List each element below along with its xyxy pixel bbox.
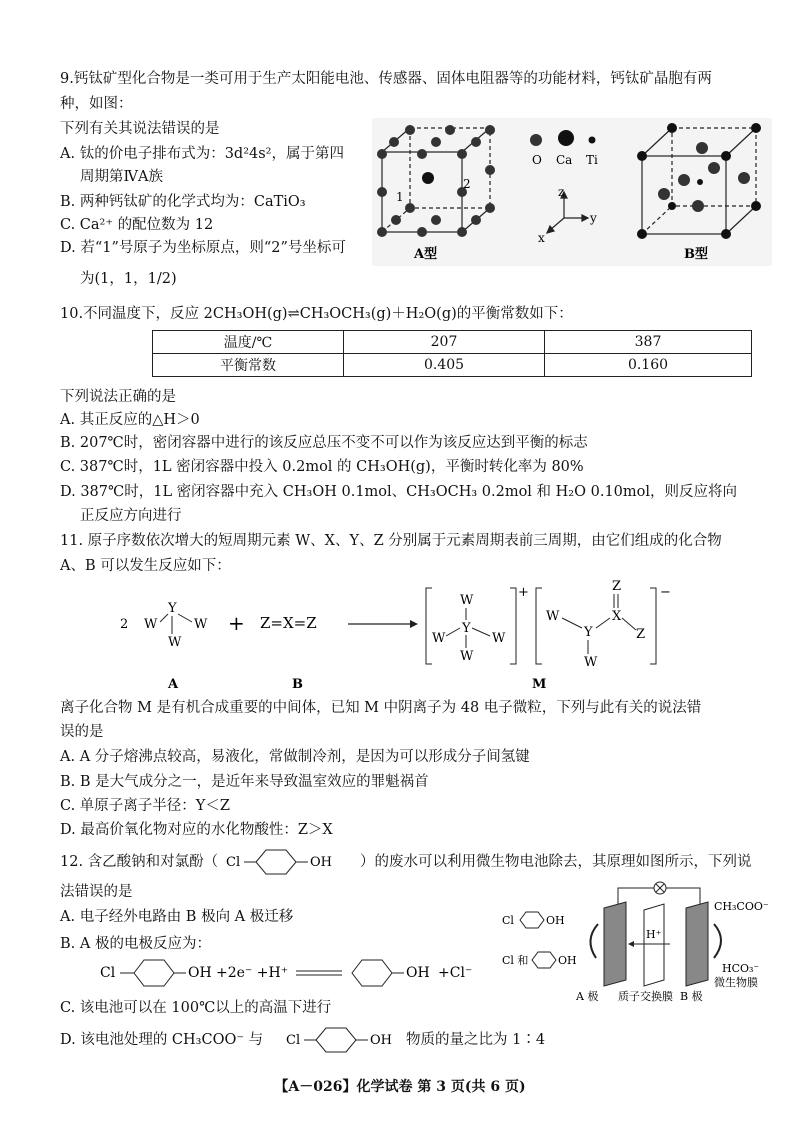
q12-option-a: A. 电子经外电路由 B 极向 A 极迁移 bbox=[60, 909, 294, 925]
oh-label: OH bbox=[188, 965, 212, 981]
q11-stem-line1: 11. 原子序数依次增大的短周期元素 W、X、Y、Z 分别属于元素周期表前三周期，由它们组成的化合物 bbox=[60, 533, 722, 549]
q10-option-b: B. 207℃时，密闭容器中进行的该反应总压不变不可以作为该反应达到平衡的标志 bbox=[60, 435, 588, 451]
oh-label: OH bbox=[406, 965, 430, 981]
q12-stem-line2: 法错误的是 bbox=[60, 884, 133, 900]
atom-x: X bbox=[612, 609, 622, 624]
arrow-head-icon bbox=[628, 941, 634, 947]
q12-option-b: B. A 极的电极反应为： bbox=[60, 936, 211, 952]
ti-atom-icon bbox=[589, 137, 596, 144]
q11-desc-line1: 离子化合物 M 是有机合成重要的中间体，已知 M 中阴离子为 48 电子微粒，下列与此有关的说法错 bbox=[60, 700, 702, 716]
bond bbox=[178, 614, 192, 622]
q9-option-d-cont: 为(1，1，1/2) bbox=[80, 271, 177, 287]
q11-option-d: D. 最高价氧化物对应的水化物酸性：Z＞X bbox=[60, 822, 333, 838]
q9-option-a: A. 钛的价电子排布式为：3d²4s²，属于第四 bbox=[60, 146, 344, 162]
label-a: A bbox=[168, 677, 179, 690]
atom-y: Y bbox=[462, 621, 471, 636]
bicarbonate-label: HCO₃⁻ bbox=[722, 962, 760, 975]
atom-w: W bbox=[460, 649, 474, 664]
oh-label: OH bbox=[546, 914, 565, 927]
atom-2-label: 2 bbox=[463, 177, 471, 191]
atom-1-label: 1 bbox=[396, 190, 404, 204]
oh-label: OH bbox=[370, 1033, 392, 1048]
bond bbox=[562, 618, 582, 628]
benzene-ring-icon bbox=[316, 1028, 356, 1052]
equation-reactants: +2e⁻ +H⁺ bbox=[216, 965, 289, 981]
atom-w: W bbox=[546, 609, 560, 624]
table-cell: 温度/℃ bbox=[153, 331, 344, 354]
q9-option-c: C. Ca²⁺ 的配位数为 12 bbox=[60, 217, 214, 233]
microbial-cell-figure bbox=[500, 880, 780, 1005]
arrow-head-icon bbox=[410, 620, 418, 628]
q12-stem-end: ）的废水可以利用微生物电池除去，其原理如图所示，下列说 bbox=[360, 854, 752, 870]
acetate-label: CH₃COO⁻ bbox=[714, 900, 769, 913]
label-b: B bbox=[292, 677, 303, 690]
bond bbox=[596, 618, 610, 628]
electrode-a bbox=[604, 902, 626, 986]
ca-atom-icon bbox=[558, 130, 574, 146]
atom-z: Z bbox=[636, 627, 646, 642]
microbial-film-label: 微生物膜 bbox=[714, 976, 758, 989]
pole-a-label: A 极 bbox=[576, 990, 599, 1003]
chlorophenol-structure bbox=[226, 848, 356, 876]
compound-b-formula: Z=X=Z bbox=[260, 614, 317, 632]
q11-option-c: C. 单原子离子半径：Y＜Z bbox=[60, 798, 230, 814]
table-cell: 0.160 bbox=[545, 354, 752, 377]
atom-w: W bbox=[168, 635, 182, 650]
benzene-ring-icon bbox=[532, 952, 556, 968]
table-cell: 207 bbox=[344, 331, 545, 354]
atom-w: W bbox=[144, 617, 158, 632]
electrode-b bbox=[686, 902, 708, 986]
q10-option-d-cont: 正反应方向进行 bbox=[80, 508, 182, 524]
axis-x: x bbox=[538, 231, 545, 245]
proton-exchange-membrane bbox=[644, 904, 664, 986]
bond bbox=[160, 614, 168, 622]
q11-option-b: B. B 是大气成分之一，是近年来导致温室效应的罪魁祸首 bbox=[60, 774, 429, 790]
axis-y: y bbox=[590, 211, 597, 225]
equation-products: +Cl⁻ bbox=[438, 965, 473, 981]
q11-stem-line2: A、B 可以发生反应如下： bbox=[60, 558, 231, 574]
curved-arrow-icon bbox=[714, 924, 721, 958]
q11-option-a: A. A 分子熔沸点较高，易液化，常做制冷剂，是因为可以形成分子间氢键 bbox=[60, 749, 530, 765]
perovskite-figure bbox=[372, 118, 772, 266]
q10-option-a: A. 其正反应的△H＞0 bbox=[60, 412, 200, 428]
h-plus-label: H⁺ bbox=[646, 928, 662, 941]
chlorophenol-structure bbox=[286, 1026, 404, 1054]
plus-sign: + bbox=[228, 611, 245, 635]
oh-label: OH bbox=[558, 954, 577, 967]
coef-2: 2 bbox=[120, 617, 129, 632]
atom-z: Z bbox=[612, 580, 622, 594]
q12-option-c: C. 该电池可以在 100℃以上的高温下进行 bbox=[60, 1000, 332, 1016]
table-cell: 平衡常数 bbox=[153, 354, 344, 377]
q12-option-d-end: 物质的量之比为 1∶4 bbox=[406, 1032, 546, 1048]
table-cell: 0.405 bbox=[344, 354, 545, 377]
page-footer: 【A－026】化学试卷 第 3 页(共 6 页) bbox=[274, 1079, 526, 1095]
atom-w: W bbox=[492, 631, 506, 646]
atom-w: W bbox=[194, 617, 208, 632]
electrode-equation bbox=[100, 956, 500, 990]
q9-option-b: B. 两种钙钛矿的化学式均为：CaTiO₃ bbox=[60, 194, 306, 210]
benzene-ring-icon bbox=[134, 960, 174, 986]
membrane-label: 质子交换膜 bbox=[618, 990, 673, 1003]
charge-plus: + bbox=[518, 585, 529, 600]
q9-question: 下列有关其说法错误的是 bbox=[60, 121, 220, 137]
curved-arrow-icon bbox=[590, 924, 598, 958]
benzene-ring-icon bbox=[352, 960, 392, 986]
atom-w: W bbox=[432, 631, 446, 646]
atom-w: W bbox=[460, 593, 474, 608]
legend-o: O bbox=[532, 153, 542, 167]
cl-label: Cl bbox=[502, 914, 514, 927]
atom-y: Y bbox=[584, 625, 593, 640]
bracket-anion bbox=[536, 588, 656, 664]
benzene-ring-icon bbox=[520, 912, 544, 928]
q11-desc-line2: 误的是 bbox=[60, 724, 104, 740]
bond bbox=[472, 628, 490, 636]
benzene-ring-icon bbox=[256, 850, 296, 874]
bond bbox=[446, 628, 460, 636]
atom-w: W bbox=[584, 655, 598, 670]
q12-stem-start: 12. 含乙酸钠和对氯酚（ bbox=[60, 854, 219, 870]
o-atom-icon bbox=[530, 134, 542, 146]
pole-b-label: B 极 bbox=[680, 990, 703, 1003]
cl-label: Cl bbox=[100, 965, 116, 981]
q9-option-a-cont: 周期第ⅣA族 bbox=[80, 169, 163, 185]
table-row bbox=[153, 354, 752, 377]
q10-question: 下列说法正确的是 bbox=[60, 389, 176, 405]
cl-and-label: Cl 和 bbox=[502, 954, 529, 967]
type-b-label: B型 bbox=[684, 247, 708, 262]
atom-y: Y bbox=[168, 601, 177, 616]
q10-option-c: C. 387℃时，1L 密闭容器中投入 0.2mol 的 CH₃OH(g)，平衡时转化率为 80% bbox=[60, 459, 584, 475]
q10-stem: 10.不同温度下，反应 2CH₃OH(g)⇌CH₃OCH₃(g)＋H₂O(g)的平衡常数如下： bbox=[60, 306, 573, 322]
oh-label: OH bbox=[310, 855, 332, 870]
charge-minus: − bbox=[660, 585, 671, 600]
type-a-label: A型 bbox=[414, 247, 438, 262]
reaction-figure bbox=[110, 580, 690, 690]
q9-stem-line1: 9.钙钛矿型化合物是一类可用于生产太阳能电池、传感器、固体电阻器等的功能材料，钙钛矿晶胞有两 bbox=[60, 71, 712, 87]
q9-option-d: D. 若“1”号原子为坐标原点，则“2”号坐标可 bbox=[60, 240, 346, 256]
cl-label: Cl bbox=[226, 855, 241, 870]
axis-z: z bbox=[558, 185, 565, 199]
label-m: M bbox=[532, 677, 547, 690]
q12-option-d-start: D. 该电池处理的 CH₃COO⁻ 与 bbox=[60, 1032, 264, 1048]
table-cell: 387 bbox=[545, 331, 752, 354]
q9-stem-line2: 种，如图： bbox=[60, 96, 133, 112]
legend-ti: Ti bbox=[586, 153, 598, 167]
cl-label: Cl bbox=[286, 1033, 301, 1048]
q10-option-d: D. 387℃时，1L 密闭容器中充入 CH₃OH 0.1mol、CH₃OCH₃ 0.2mol 和 H₂O 0.10mol，则反应将向 bbox=[60, 484, 738, 500]
table-row bbox=[153, 331, 752, 354]
equilibrium-table bbox=[152, 330, 752, 377]
legend-ca: Ca bbox=[556, 153, 573, 167]
bond bbox=[622, 618, 636, 630]
